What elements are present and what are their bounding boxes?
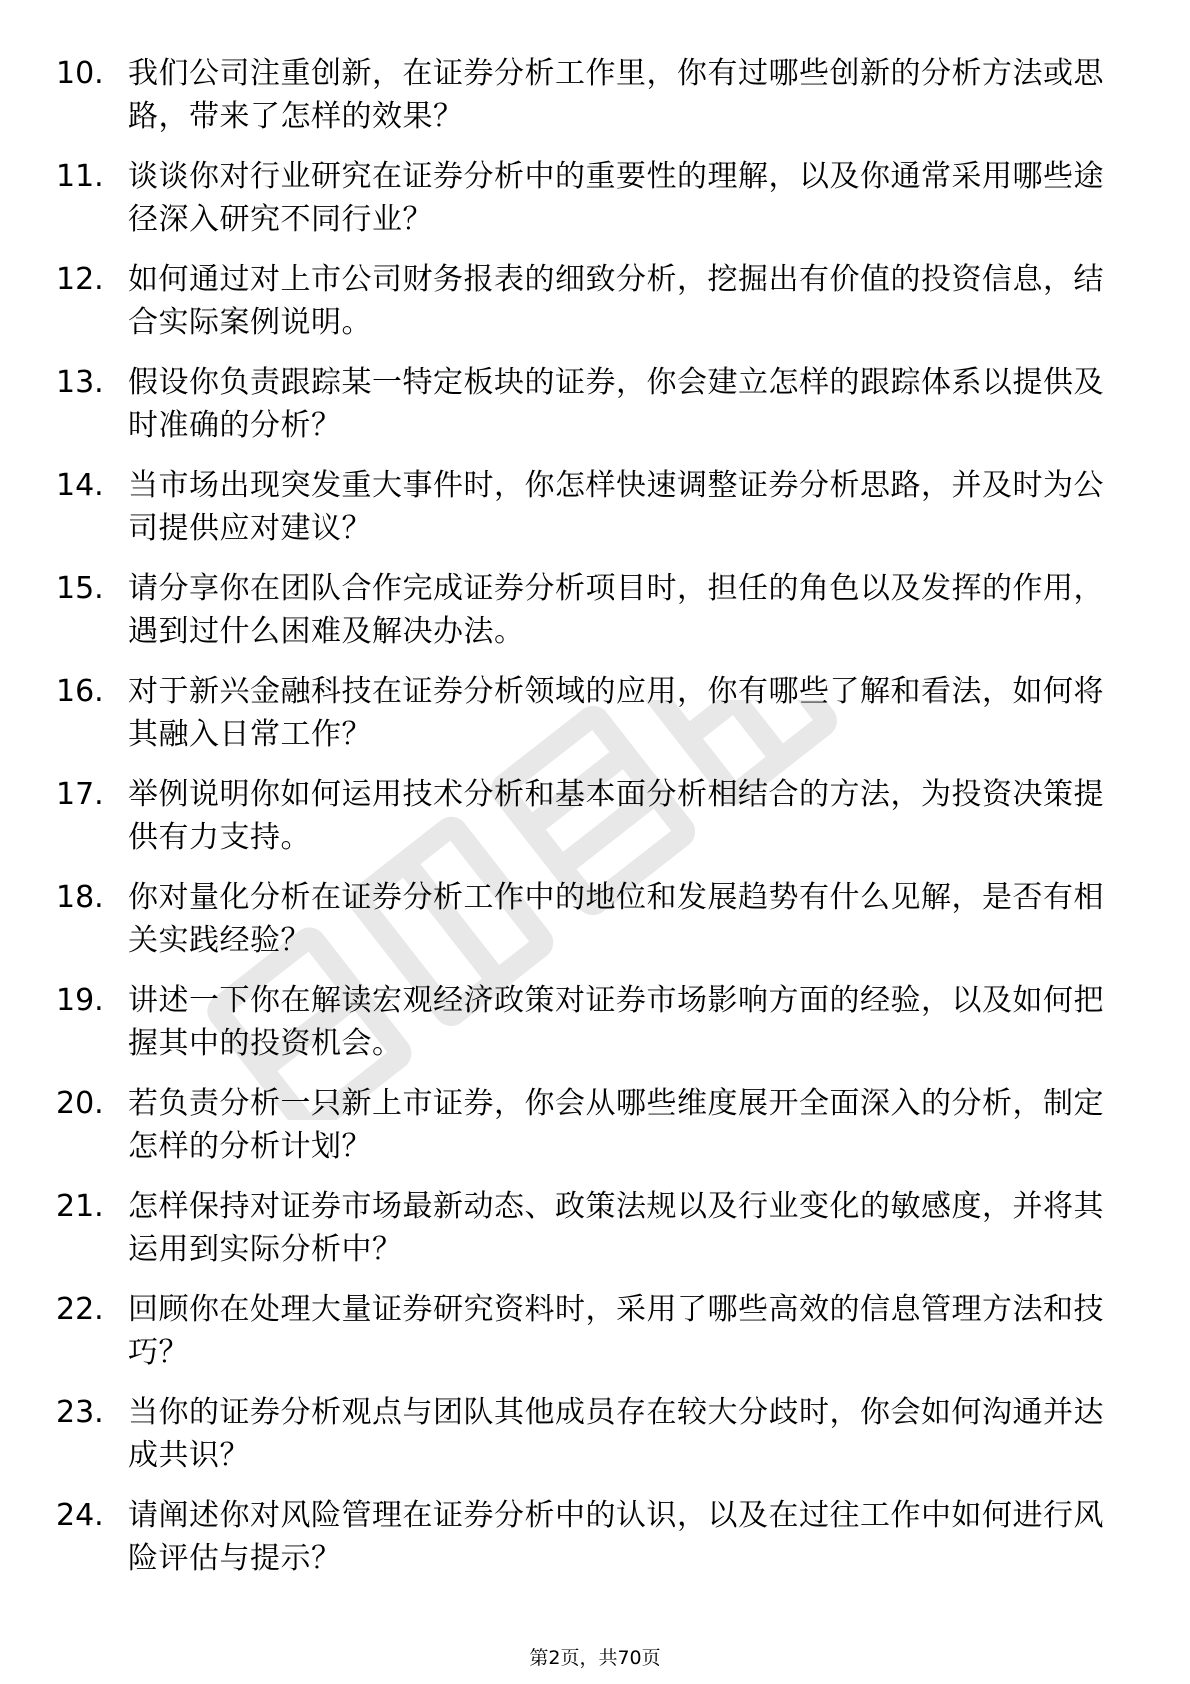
list-item [0, 464, 1190, 550]
question-text: 谈谈你对行业研究在证券分析中的重要性的理解，以及你通常采用哪些途径深入研究不同行业？ [128, 159, 1104, 237]
question-text: 如何通过对上市公司财务报表的细致分析，挖掘出有价值的投资信息，结合实际案例说明。 [128, 262, 1104, 340]
question-number: 22. [56, 1292, 104, 1327]
question-text: 当市场出现突发重大事件时，你怎样快速调整证券分析思路，并及时为公司提供应对建议？ [128, 468, 1104, 546]
page-footer [0, 1646, 1190, 1670]
list-item [0, 1288, 1190, 1374]
question-text: 当你的证券分析观点与团队其他成员存在较大分歧时，你会如何沟通并达成共识？ [128, 1395, 1104, 1473]
list-item [0, 155, 1190, 241]
list-item [0, 258, 1190, 344]
list-item [0, 1082, 1190, 1168]
list-item [0, 670, 1190, 756]
list-item [0, 979, 1190, 1065]
question-text: 讲述一下你在解读宏观经济政策对证券市场影响方面的经验，以及如何把握其中的投资机会。 [128, 983, 1104, 1061]
question-text: 回顾你在处理大量证券研究资料时，采用了哪些高效的信息管理方法和技巧？ [128, 1292, 1104, 1370]
list-item [0, 773, 1190, 859]
question-number: 18. [56, 880, 104, 915]
question-text: 对于新兴金融科技在证券分析领域的应用，你有哪些了解和看法，如何将其融入日常工作？ [128, 674, 1104, 752]
question-text: 举例说明你如何运用技术分析和基本面分析相结合的方法，为投资决策提供有力支持。 [128, 777, 1104, 855]
question-number: 21. [56, 1189, 104, 1224]
question-text: 请分享你在团队合作完成证券分析项目时，担任的角色以及发挥的作用，遇到过什么困难及解决办法。 [128, 571, 1104, 649]
question-number: 12. [56, 262, 104, 297]
list-item [0, 567, 1190, 653]
question-list [0, 52, 1190, 1597]
question-number: 14. [56, 468, 104, 503]
question-number: 11. [56, 159, 104, 194]
question-text: 假设你负责跟踪某一特定板块的证券，你会建立怎样的跟踪体系以提供及时准确的分析？ [128, 365, 1104, 443]
question-number: 20. [56, 1086, 104, 1121]
question-text: 我们公司注重创新，在证券分析工作里，你有过哪些创新的分析方法或思路，带来了怎样的效果？ [128, 56, 1104, 134]
question-number: 15. [56, 571, 104, 606]
question-text: 若负责分析一只新上市证券，你会从哪些维度展开全面深入的分析，制定怎样的分析计划？ [128, 1086, 1104, 1164]
question-text: 怎样保持对证券市场最新动态、政策法规以及行业变化的敏感度，并将其运用到实际分析中？ [128, 1189, 1104, 1267]
list-item [0, 876, 1190, 962]
question-number: 23. [56, 1395, 104, 1430]
page-number-label: 第2页，共70页 [529, 1647, 661, 1669]
list-item [0, 52, 1190, 138]
question-number: 19. [56, 983, 104, 1018]
list-item [0, 1185, 1190, 1271]
list-item [0, 1494, 1190, 1580]
question-text: 你对量化分析在证券分析工作中的地位和发展趋势有什么见解，是否有相关实践经验？ [128, 880, 1104, 958]
question-number: 10. [56, 56, 104, 91]
question-number: 24. [56, 1498, 104, 1533]
list-item [0, 361, 1190, 447]
list-item [0, 1391, 1190, 1477]
question-number: 13. [56, 365, 104, 400]
question-text: 请阐述你对风险管理在证券分析中的认识，以及在过往工作中如何进行风险评估与提示？ [128, 1498, 1104, 1576]
question-number: 17. [56, 777, 104, 812]
question-number: 16. [56, 674, 104, 709]
